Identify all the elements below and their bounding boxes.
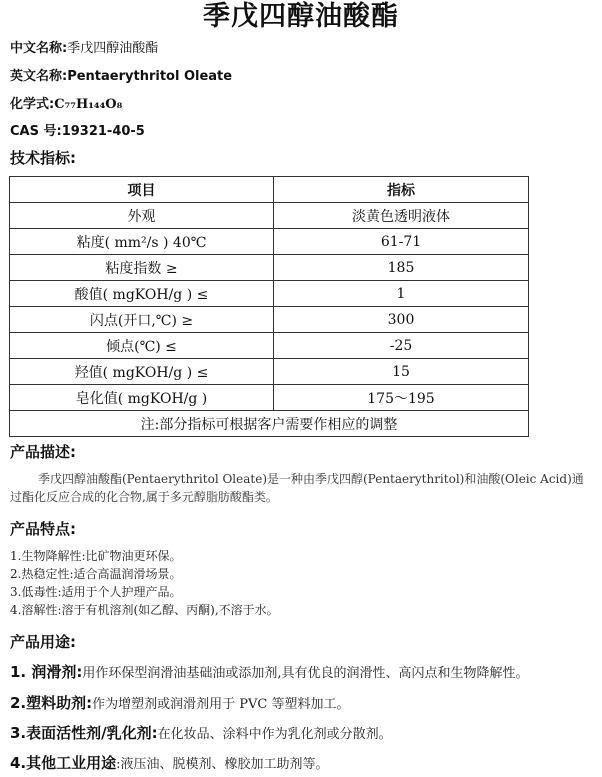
- use-name: 4.其他工业用途: [10, 754, 117, 772]
- list-item: 2.热稳定性:适合高温润滑场景。: [10, 567, 182, 581]
- features-heading: 产品特点:: [10, 520, 76, 538]
- spec-heading: 技术指标:: [10, 149, 76, 167]
- table-row: [10, 307, 529, 333]
- description-text: 季戊四醇油酸酯(Pentaerythritol Oleate)是一种由季戊四醇(Pentaerythritol)和油酸(Oleic Acid)通过酯化反应合成的化合物,属于多元醇脂肪酸酯类。: [10, 472, 584, 504]
- use-name: 1. 润滑剂:: [10, 663, 83, 681]
- header-value: 指标: [274, 177, 529, 203]
- formula-label: 化学式:: [10, 97, 55, 112]
- use-text: 用作环保型润滑油基础油或添加剂,具有优良的润滑性、高闪点和生物降解性。: [82, 666, 529, 681]
- english-name-label: 英文名称:: [10, 69, 68, 84]
- row-item: 酸值( mgKOH/g ) ≤: [10, 281, 274, 307]
- table-row: [10, 281, 529, 307]
- chinese-name-label: 中文名称:: [10, 41, 68, 56]
- table-row: [10, 255, 529, 281]
- use-name: 2.塑料助剂:: [10, 694, 93, 712]
- use-text: :液压油、脱模剂、橡胶加工助剂等。: [116, 757, 329, 772]
- english-name-value: Pentaerythritol Oleate: [67, 69, 233, 84]
- uses-heading: 产品用途:: [10, 633, 76, 651]
- list-item: 4.溶解性:溶于有机溶剂(如乙醇、丙酮),不溶于水。: [10, 603, 279, 617]
- table-row: [10, 203, 529, 229]
- use-text: 在化妆品、涂料中作为乳化剂或分散剂。: [157, 727, 392, 742]
- list-item: 3.低毒性:适用于个人护理产品。: [10, 585, 182, 599]
- cas-line: [10, 120, 145, 139]
- formula-value: C₇₇H₁₄₄O₈: [54, 97, 123, 112]
- chinese-name-value: 季戊四醇油酸酯: [67, 41, 159, 56]
- description-heading: 产品描述:: [10, 443, 76, 461]
- row-item: 粘度指数 ≥: [10, 255, 274, 281]
- spec-table: [9, 176, 529, 437]
- use-item-3: [10, 722, 392, 743]
- formula-line: [10, 93, 122, 112]
- use-item-4: [10, 752, 329, 773]
- row-value: 61-71: [274, 229, 529, 255]
- use-item-2: [10, 692, 350, 713]
- row-item: 倾点(℃) ≤: [10, 333, 274, 359]
- row-value: 300: [274, 307, 529, 333]
- row-item: 羟值( mgKOH/g ) ≤: [10, 359, 274, 385]
- chinese-name-line: [10, 37, 158, 56]
- table-note-row: [10, 411, 529, 437]
- table-row: [10, 359, 529, 385]
- row-item: 外观: [10, 203, 274, 229]
- english-name-line: [10, 65, 232, 84]
- row-value: 淡黄色透明液体: [274, 203, 529, 229]
- row-item: 粘度( mm²/s ) 40℃: [10, 229, 274, 255]
- row-value: 15: [274, 359, 529, 385]
- use-text: 作为增塑剂或润滑剂用于 PVC 等塑料加工。: [92, 697, 350, 712]
- cas-value: 19321-40-5: [61, 124, 145, 139]
- row-value: -25: [274, 333, 529, 359]
- table-header-row: [10, 177, 529, 203]
- list-item: 1.生物降解性:比矿物油更环保。: [10, 549, 182, 563]
- page-title: 季戊四醇油酸酯: [203, 1, 399, 32]
- header-item: 项目: [10, 177, 274, 203]
- table-row: [10, 385, 529, 411]
- cas-label: CAS 号:: [10, 124, 62, 139]
- row-item: 闪点(开口,℃) ≥: [10, 307, 274, 333]
- row-value: 1: [274, 281, 529, 307]
- use-item-1: [10, 661, 529, 682]
- table-row: [10, 229, 529, 255]
- use-name: 3.表面活性剂/乳化剂:: [10, 724, 158, 742]
- features-list: [10, 547, 279, 619]
- row-value: 185: [274, 255, 529, 281]
- table-row: [10, 333, 529, 359]
- table-note: 注:部分指标可根据客户需要作相应的调整: [10, 411, 529, 437]
- row-value: 175～195: [274, 385, 529, 411]
- row-item: 皂化值( mgKOH/g ): [10, 385, 274, 411]
